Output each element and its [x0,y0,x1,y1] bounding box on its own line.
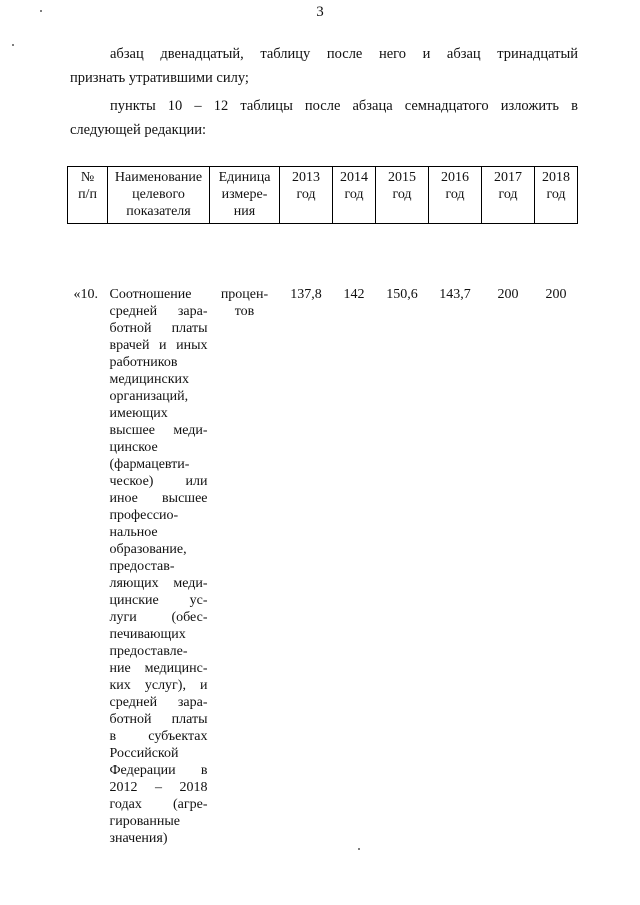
indicator-name-line: нальное [109,525,158,540]
table-header-row [68,167,578,224]
indicator-name-line: организаций, [109,389,189,404]
row-indicator-name [108,224,210,848]
scan-speck [40,10,42,12]
header-name: Наименование целевого показателя [108,167,210,224]
indicator-name-line: работников [109,355,178,370]
header-year-2018: 2018 год [535,167,578,224]
indicator-name-line: предоставле- [109,644,188,659]
value-2014: 142 [343,287,365,302]
scan-speck [12,44,14,46]
indicator-name-line: значения) [109,831,168,846]
indicator-name-line: (фармацевти- [109,457,190,472]
header-year-2017: 2017 год [482,167,535,224]
indicator-name-line: в субъектах [109,729,208,744]
indicator-name-line: цинское [109,440,158,455]
indicator-name-line: образование, [109,542,187,557]
paragraph-2-line-2: следующей редакции: [70,122,207,138]
indicator-name-line: Российской [109,746,179,761]
indicator-name-line: ческое) или [109,474,208,489]
indicator-name-line: высшее меди- [109,423,208,438]
paragraph-2-line-1: пункты 10 – 12 таблицы после абзаца семнадцатого изложить в [110,98,578,114]
header-num: № п/п [68,167,108,224]
paragraph-1-line-1: абзац двенадцатый, таблицу после него и абзац тринадцатый [110,46,578,62]
indicator-name-line: Соотношение [109,287,192,302]
header-year-2015: 2015 год [376,167,429,224]
row-unit: процен- тов [220,287,269,319]
table-row [68,224,578,848]
header-year-2013: 2013 год [280,167,333,224]
indicator-name-line: медицинских [109,372,189,387]
page-number: 3 [316,4,324,20]
indicator-name-line: врачей и иных [109,338,208,353]
value-2017: 200 [497,287,519,302]
value-2013: 137,8 [290,287,322,302]
indicator-name-line: средней зара- [109,304,208,319]
header-year-2014: 2014 год [333,167,376,224]
scan-speck [358,848,360,850]
indicator-name-line: средней зара- [109,695,208,710]
indicator-table [67,166,578,847]
indicator-name-line: годах (агре- [109,797,208,812]
value-2018: 200 [545,287,567,302]
indicator-name-line: имеющих [109,406,168,421]
value-2015: 150,6 [386,287,418,302]
indicator-name-line: ляющих меди- [109,576,208,591]
indicator-name-line: печивающих [109,627,186,642]
indicator-name-line: ких услуг), и [109,678,208,693]
indicator-name-line: 2012 – 2018 [109,780,208,795]
indicator-name-line: Федерации в [109,763,208,778]
indicator-name-line: луги (обес- [109,610,208,625]
value-2016: 143,7 [439,287,471,302]
header-year-2016: 2016 год [429,167,482,224]
row-num: «10. [73,287,98,302]
indicator-name-line: гированные [109,814,180,829]
indicator-name-line: иное высшее [109,491,208,506]
indicator-name-line: ние медицинс- [109,661,208,676]
indicator-name-line: ботной платы [109,712,208,727]
indicator-name-line: ботной платы [109,321,208,336]
indicator-name-line: цинские ус- [109,593,208,608]
header-unit: Единица измере- ния [210,167,280,224]
paragraph-1-line-2: признать утратившими силу; [70,70,249,86]
indicator-name-line: предостав- [109,559,175,574]
indicator-name-line: профессио- [109,508,179,523]
